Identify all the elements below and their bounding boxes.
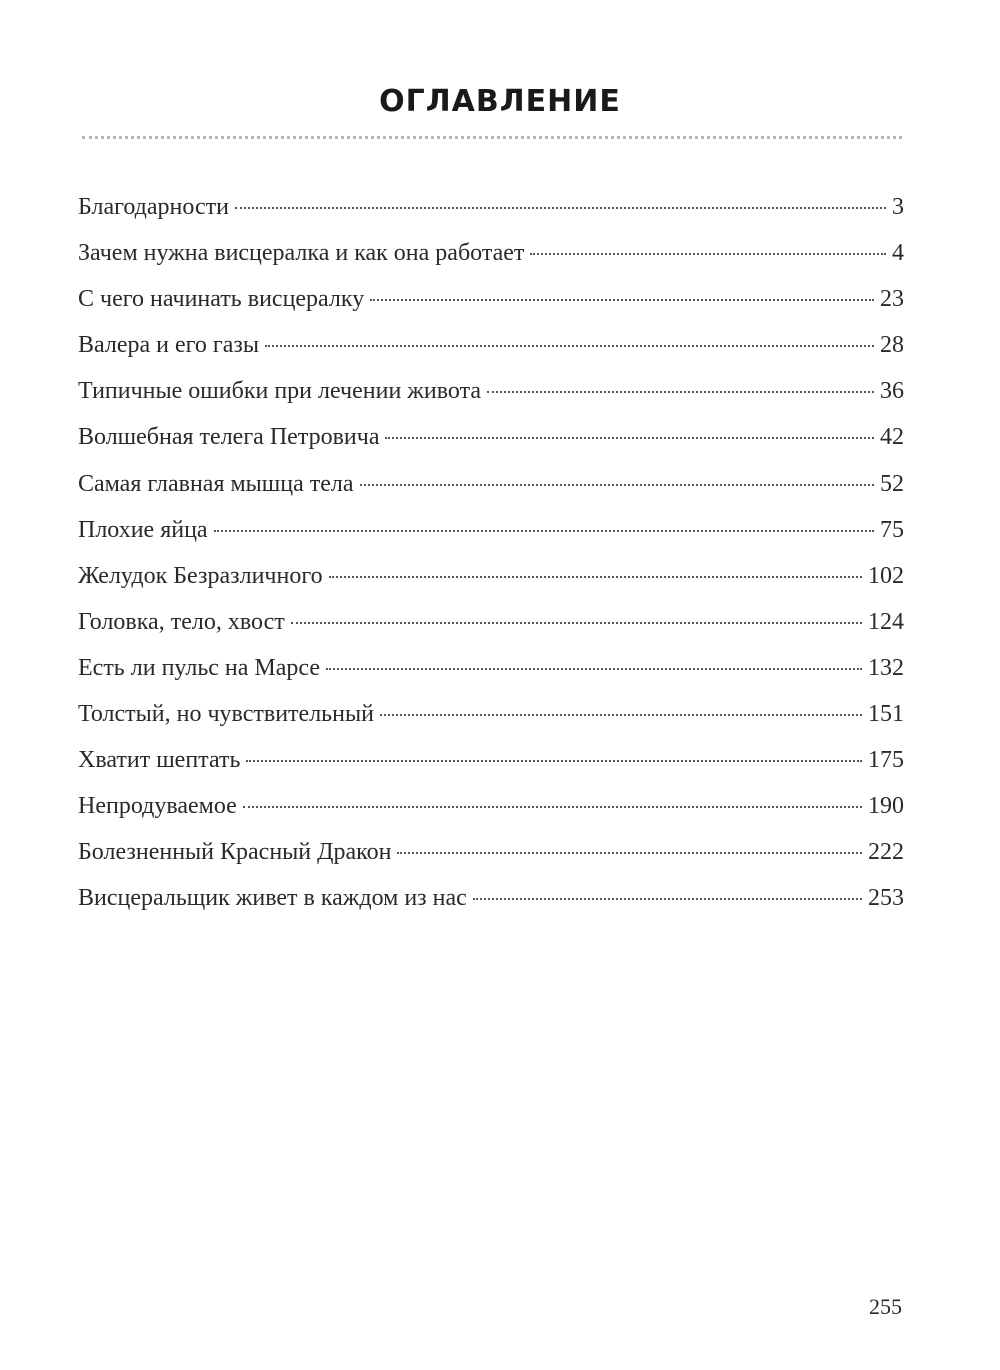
toc-entry [78, 885, 904, 931]
toc-entry [78, 424, 904, 470]
toc-entry-title: Висцеральщик живет в каждом из нас [78, 885, 467, 912]
toc-entry-page: 102 [868, 562, 904, 589]
toc-entry [78, 517, 904, 563]
dot-leader [380, 714, 862, 716]
dot-leader [385, 437, 874, 439]
toc-entry [78, 471, 904, 517]
dot-leader [291, 622, 862, 624]
toc-entry-page: 28 [880, 332, 904, 359]
toc-entry-title: Валера и его газы [78, 332, 259, 359]
toc-entry [78, 194, 904, 240]
toc-entry-title: Головка, тело, хвост [78, 608, 285, 635]
dot-leader [235, 207, 886, 209]
toc-entry-page: 4 [892, 240, 904, 267]
toc-entry-title: С чего начинать висцералку [78, 286, 365, 313]
toc-entry [78, 655, 904, 701]
toc-entry [78, 563, 904, 609]
dot-leader [397, 852, 862, 854]
table-of-contents [78, 194, 904, 932]
toc-entry [78, 240, 904, 286]
dot-leader [370, 299, 874, 301]
toc-entry-page: 151 [868, 701, 904, 728]
toc-entry-title: Зачем нужна висцералка и как она работает [78, 240, 525, 267]
toc-entry-page: 3 [892, 194, 904, 220]
toc-entry-title: Плохие яйца [78, 516, 208, 543]
title-divider [82, 136, 902, 139]
toc-entry-title: Толстый, но чувствительный [78, 701, 374, 728]
toc-entry-page: 190 [868, 793, 904, 820]
toc-entry-title: Есть ли пульс на Марсе [78, 654, 321, 681]
toc-entry-title: Волшебная телега Петровича [78, 424, 380, 451]
dot-leader [487, 391, 874, 393]
toc-entry-page: 253 [868, 885, 904, 912]
dot-leader [473, 898, 862, 900]
toc-entry [78, 609, 904, 655]
toc-entry-page: 222 [868, 839, 904, 866]
toc-entry-title: Типичные ошибки при лечении живота [78, 378, 482, 405]
toc-entry [78, 378, 904, 424]
toc-entry-title: Болезненный Красный Дракон [78, 839, 392, 866]
toc-entry-page: 175 [868, 747, 904, 774]
page-title: ОГЛАВЛЕНИЕ [379, 84, 621, 119]
toc-entry [78, 747, 904, 793]
dot-leader [326, 668, 862, 670]
dot-leader [246, 760, 862, 762]
dot-leader [360, 484, 874, 486]
dot-leader [214, 530, 874, 532]
toc-entry [78, 701, 904, 747]
toc-entry-page: 42 [880, 424, 904, 451]
toc-entry [78, 839, 904, 885]
toc-entry-page: 52 [880, 470, 904, 497]
toc-entry-title: Хватит шептать [78, 747, 241, 774]
toc-entry-title: Самая главная мышца тела [78, 470, 354, 497]
toc-entry [78, 286, 904, 332]
toc-entry-title: Благодарности [78, 194, 229, 220]
toc-entry-page: 75 [880, 516, 904, 543]
toc-entry [78, 332, 904, 378]
toc-entry-page: 124 [868, 608, 904, 635]
toc-entry-page: 23 [880, 286, 904, 313]
toc-entry-title: Желудок Безразличного [78, 562, 323, 589]
dot-leader [530, 253, 886, 255]
toc-entry-title: Непродуваемое [78, 793, 237, 820]
dot-leader [265, 345, 874, 347]
dot-leader [329, 576, 862, 578]
toc-entry-page: 132 [868, 654, 904, 681]
dot-leader [243, 806, 862, 808]
page-number: 255 [869, 1294, 902, 1319]
toc-entry [78, 793, 904, 839]
toc-entry-page: 36 [880, 378, 904, 405]
